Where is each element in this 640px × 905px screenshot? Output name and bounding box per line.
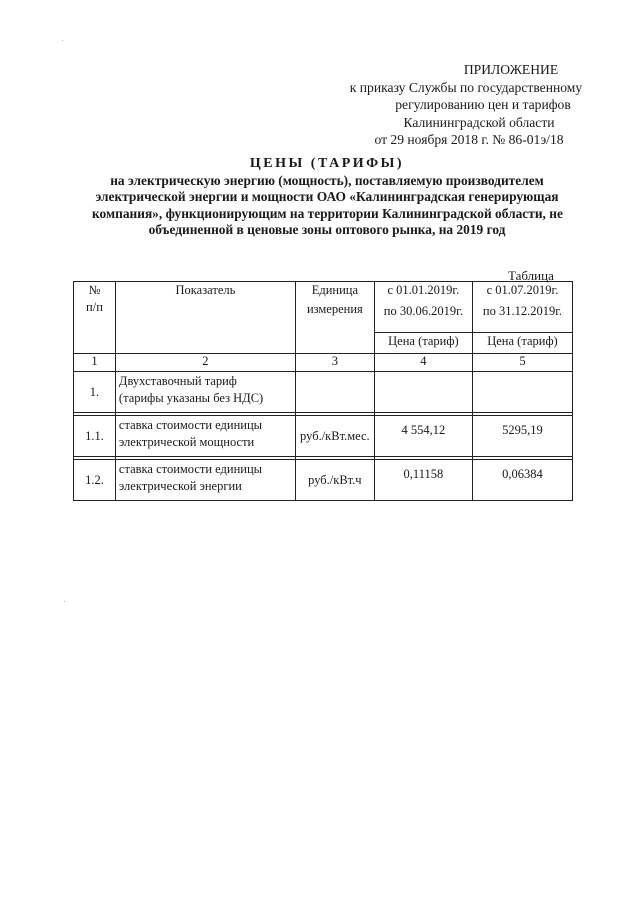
title-line: компания», функционирующим на территории Калининградской области, не <box>92 205 563 221</box>
row-indicator-line: (тарифы указаны без НДС) <box>118 391 264 405</box>
appendix-line: регулированию цен и тарифов <box>395 97 571 112</box>
header-name: Показатель <box>115 282 295 354</box>
row-indicator-line: ставка стоимости единицы <box>118 462 263 476</box>
table-caption: Таблица <box>508 268 554 283</box>
header-period-line: по 31.12.2019г. <box>482 304 563 318</box>
appendix-line: Калининградской области <box>403 114 555 130</box>
row-indicator-line: Двухставочный тариф <box>118 374 237 388</box>
row-indicator <box>115 416 295 457</box>
row-unit: руб./кВт.мес. <box>295 416 374 457</box>
header-price-2: Цена (тариф) <box>472 333 572 354</box>
table-row <box>74 460 573 501</box>
row-indicator-line: ставка стоимости единицы <box>118 418 263 432</box>
header-period-1 <box>374 282 472 333</box>
header-num-line: п/п <box>86 300 103 314</box>
row-indicator-line: электрической энергии <box>118 479 242 493</box>
row-value-1 <box>374 372 472 413</box>
row-value-2 <box>472 372 572 413</box>
tariff-table <box>73 281 573 501</box>
index-cell: 4 <box>374 354 472 372</box>
row-number: 1.2. <box>74 460 116 501</box>
index-cell: 5 <box>472 354 572 372</box>
header-period-line: по 30.06.2019г. <box>383 304 463 318</box>
document-title <box>92 156 562 239</box>
row-indicator <box>115 372 295 413</box>
index-cell: 1 <box>74 354 116 372</box>
header-period-line: с 01.01.2019г. <box>387 283 460 297</box>
appendix-heading: ПРИЛОЖЕНИЕ <box>463 62 559 77</box>
table-header-row <box>74 282 573 333</box>
page-title: ЦЕНЫ (ТАРИФЫ) <box>249 156 405 171</box>
row-value-1: 0,11158 <box>374 460 472 501</box>
header-unit-line: измерения <box>306 302 363 316</box>
row-indicator-line: электрической мощности <box>118 435 255 449</box>
appendix-date-line: от 29 ноября 2018 г. № 86-01э/18 <box>374 132 564 147</box>
index-cell: 2 <box>115 354 295 372</box>
title-line: на электрическую энергию (мощность), поставляемую производителем <box>110 172 544 188</box>
appendix-line: к приказу Службы по государственному <box>349 79 583 95</box>
row-number: 1. <box>74 372 116 413</box>
row-indicator <box>115 460 295 501</box>
header-period-line: с 01.07.2019г. <box>486 283 559 297</box>
header-num-line: № <box>88 283 101 297</box>
table-row <box>74 416 573 457</box>
row-value-2: 5295,19 <box>472 416 572 457</box>
header-unit <box>295 282 374 354</box>
header-num <box>74 282 116 354</box>
scan-speck <box>62 40 63 41</box>
appendix-header <box>330 61 602 149</box>
header-price-1: Цена (тариф) <box>374 333 472 354</box>
header-unit-line: Единица <box>311 283 359 297</box>
row-value-2: 0,06384 <box>472 460 572 501</box>
row-value-1: 4 554,12 <box>374 416 472 457</box>
table-row <box>74 372 573 413</box>
row-number: 1.1. <box>74 416 116 457</box>
scan-speck <box>64 601 65 602</box>
row-unit: руб./кВт.ч <box>295 460 374 501</box>
table-index-row <box>74 354 573 372</box>
row-unit <box>295 372 374 413</box>
header-period-2 <box>472 282 572 333</box>
index-cell: 3 <box>295 354 374 372</box>
title-line: объединенной в ценовые зоны оптового рынка, на 2019 год <box>148 222 506 237</box>
title-line: электрической энергии и мощности ОАО «Калининградская генерирующая <box>95 189 559 204</box>
